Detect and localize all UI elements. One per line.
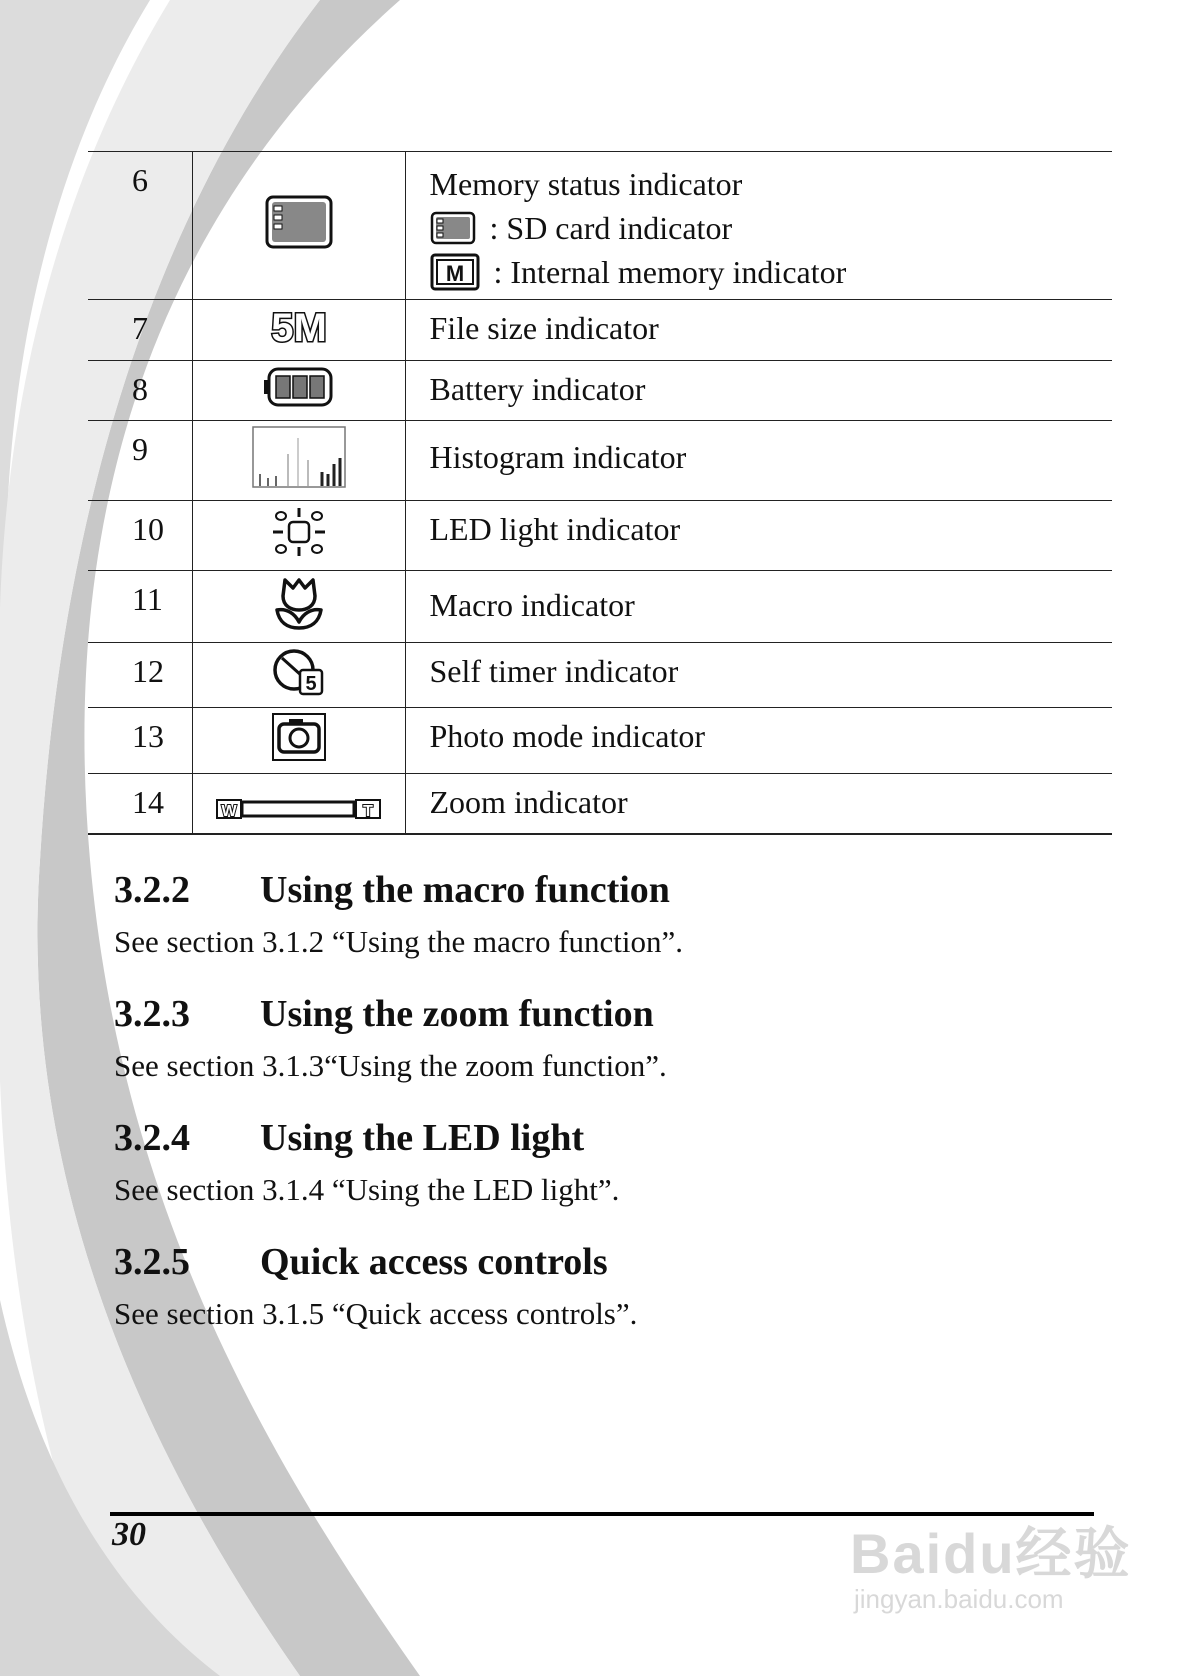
histogram-icon bbox=[252, 426, 346, 488]
table-row bbox=[88, 152, 1112, 300]
zoom-bar-icon bbox=[216, 797, 382, 821]
row-number: 10 bbox=[88, 501, 192, 571]
row-number: 12 bbox=[88, 643, 192, 708]
table-row bbox=[88, 501, 1112, 571]
section-number: 3.2.2 bbox=[114, 869, 190, 911]
zoom-wide-label: W bbox=[220, 802, 237, 820]
macro-flower-icon bbox=[271, 574, 327, 632]
section-body: See section 3.1.2 “Using the macro function”. bbox=[114, 924, 684, 959]
section-body: See section 3.1.3“Using the zoom function”. bbox=[114, 1048, 667, 1083]
internal-memory-letter: M bbox=[445, 261, 464, 286]
section-number: 3.2.4 bbox=[114, 1117, 190, 1159]
table-row bbox=[88, 300, 1112, 361]
row-label: Self timer indicator bbox=[405, 643, 1112, 708]
table-row bbox=[88, 774, 1112, 834]
row-label: File size indicator bbox=[405, 300, 1112, 361]
row-label: Macro indicator bbox=[429, 587, 635, 623]
section-body: See section 3.1.4 “Using the LED light”. bbox=[114, 1172, 620, 1207]
row-number: 14 bbox=[88, 774, 192, 834]
watermark-brand: Baidu经验 bbox=[850, 1522, 1132, 1585]
sd-card-icon bbox=[264, 194, 334, 250]
internal-memory-icon bbox=[430, 253, 480, 291]
section-title: Using the zoom function bbox=[260, 993, 654, 1035]
sd-card-icon bbox=[430, 211, 476, 245]
internal-memory-legend bbox=[430, 250, 1113, 294]
section-title: Using the LED light bbox=[260, 1117, 585, 1159]
row-number: 8 bbox=[88, 361, 192, 421]
file-size-5m-icon bbox=[261, 303, 337, 349]
self-timer-digit: 5 bbox=[304, 673, 317, 695]
row-label: Memory status indicator bbox=[429, 166, 743, 202]
section-title: Quick access controls bbox=[260, 1241, 608, 1283]
row-number: 6 bbox=[88, 152, 192, 300]
row-label: Zoom indicator bbox=[405, 774, 1112, 834]
section-heading-3-2-5 bbox=[114, 1240, 608, 1284]
table-row bbox=[88, 421, 1112, 501]
zoom-tele-label: T bbox=[362, 802, 373, 820]
section-number: 3.2.3 bbox=[114, 993, 190, 1035]
row-number: 9 bbox=[88, 421, 192, 501]
baidu-watermark bbox=[850, 1510, 1132, 1615]
table-row bbox=[88, 708, 1112, 774]
section-body: See section 3.1.5 “Quick access controls”. bbox=[114, 1296, 638, 1331]
row-number: 13 bbox=[88, 708, 192, 774]
section-number: 3.2.5 bbox=[114, 1241, 190, 1283]
section-heading-3-2-4 bbox=[114, 1116, 584, 1160]
section-heading-3-2-2 bbox=[114, 868, 670, 912]
section-title: Using the macro function bbox=[260, 869, 670, 911]
camera-icon bbox=[271, 712, 327, 762]
row-number: 7 bbox=[88, 300, 192, 361]
watermark-url: jingyan.baidu.com bbox=[854, 1584, 1064, 1614]
row-label: Battery indicator bbox=[405, 361, 1112, 421]
table-row bbox=[88, 571, 1112, 643]
section-heading-3-2-3 bbox=[114, 992, 654, 1036]
row-number: 11 bbox=[88, 571, 192, 643]
page-number: 30 bbox=[112, 1516, 146, 1553]
internal-memory-label: : Internal memory indicator bbox=[493, 254, 847, 290]
indicator-table bbox=[88, 151, 1112, 835]
file-size-text: 5M bbox=[270, 306, 327, 349]
sd-card-label: : SD card indicator bbox=[489, 210, 733, 246]
battery-icon bbox=[263, 366, 335, 408]
row-label: Histogram indicator bbox=[429, 439, 687, 475]
table-row bbox=[88, 643, 1112, 708]
sd-card-legend bbox=[430, 206, 1113, 250]
self-timer-icon bbox=[272, 646, 326, 696]
row-label: LED light indicator bbox=[405, 501, 1112, 571]
row-label: Photo mode indicator bbox=[405, 708, 1112, 774]
table-row bbox=[88, 361, 1112, 421]
led-light-icon bbox=[267, 506, 331, 558]
